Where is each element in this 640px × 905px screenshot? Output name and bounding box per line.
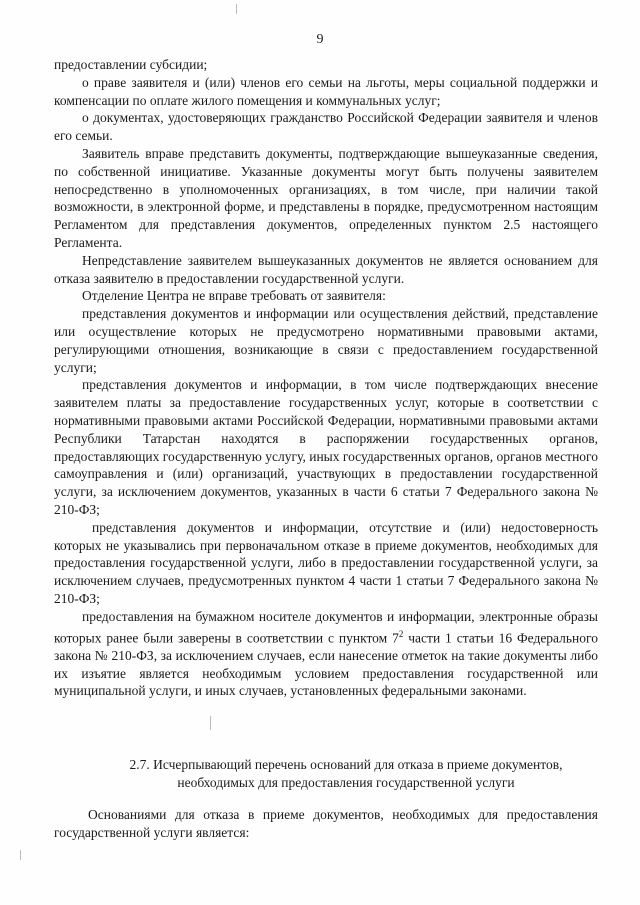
paragraph: Заявитель вправе представить документы, подтверждающие вышеуказанные сведения, по собственной инициативе. Указанные документы могут быть получены заявителем непосредственно в уполномоченных организациях, в том числе, при наличии такой возможности, в электронной форме, и представлены в порядке, предусмотренном настоящим Регламентом для представления документов, определенных пунктом 2.5 настоящего Регламента.: [54, 145, 598, 250]
paragraph: представления документов и информации или осуществления действий, представление или осуществление которых не предусмотрено нормативными правовыми актами, регулирующими отношения, возникающие в связи с предоставлением государственной услуги;: [54, 306, 598, 375]
closing-paragraph: [54, 806, 598, 842]
paragraph: представления документов и информации, отсутствие и (или) недостоверность которых не указывались при первоначальном отказе в приеме документов, необходимых для предоставления государственной услуги, либо в предоставлении государственной услуги, за исключением случаев, предусмотренных пунктом 4 части 1 статьи 7 Федерального закона № 210-ФЗ;: [54, 519, 598, 606]
paragraph-part: предоставления на бумажном носителе документов и информации, электронные образы которых ранее были заверены в соответствии с пунктом 7: [54, 608, 598, 645]
section-heading-line: необходимых для предоставления государственной услуги: [177, 775, 515, 790]
paragraph: о праве заявителя и (или) членов его семьи на льготы, меры социальной поддержки и компенсации по оплате жилого помещения и коммунальных услуг;: [54, 74, 598, 108]
page-number: 9: [316, 32, 324, 47]
scan-mark: [236, 4, 237, 14]
paragraph: Основаниями для отказа в приеме документов, необходимых для предоставления государственной услуги является:: [54, 807, 598, 840]
paragraph: о документах, удостоверяющих гражданство Российской Федерации заявителя и членов его семьи.: [54, 110, 598, 144]
scan-mark: [210, 716, 211, 730]
paragraph: Отделение Центра не вправе требовать от заявителя:: [82, 288, 386, 304]
section-heading: [54, 756, 598, 792]
paragraph: предоставлении субсидии;: [54, 57, 208, 72]
superscript: 2: [398, 628, 404, 639]
paragraph-part: части 1 статьи 16 Федерального закона № 210-ФЗ, за исключением случаев, если нанесение отметок на такие документы либо их изъятие является необходимым условием предоставления государственной или муниципальной услуги, и иных случаев, установленных федеральными законами.: [54, 630, 598, 699]
paragraph: Непредставление заявителем вышеуказанных документов не является основанием для отказа заявителю в предоставлении государственной услуги.: [54, 252, 598, 286]
scan-mark: [20, 850, 21, 860]
paragraph: представления документов и информации, в том числе подтверждающих внесение заявителем платы за предоставление государственных услуг, которые в соответствии с нормативными правовыми актами Российской Федерации, нормативными правовыми актами Республики Татарстан находятся в распоряжении государственных органов, предоставляющих государственную услугу, иных государственных органов, органов местного самоуправления и (или) организаций, участвующих в предоставлении государственной услуги, за исключением документов, указанных в части 6 статьи 7 Федерального закона № 210-ФЗ;: [54, 377, 598, 517]
paragraph-with-superscript: [54, 608, 598, 700]
document-body: [54, 56, 598, 700]
section-heading-line: 2.7. Исчерпывающий перечень оснований для отказа в приеме документов,: [129, 757, 563, 772]
